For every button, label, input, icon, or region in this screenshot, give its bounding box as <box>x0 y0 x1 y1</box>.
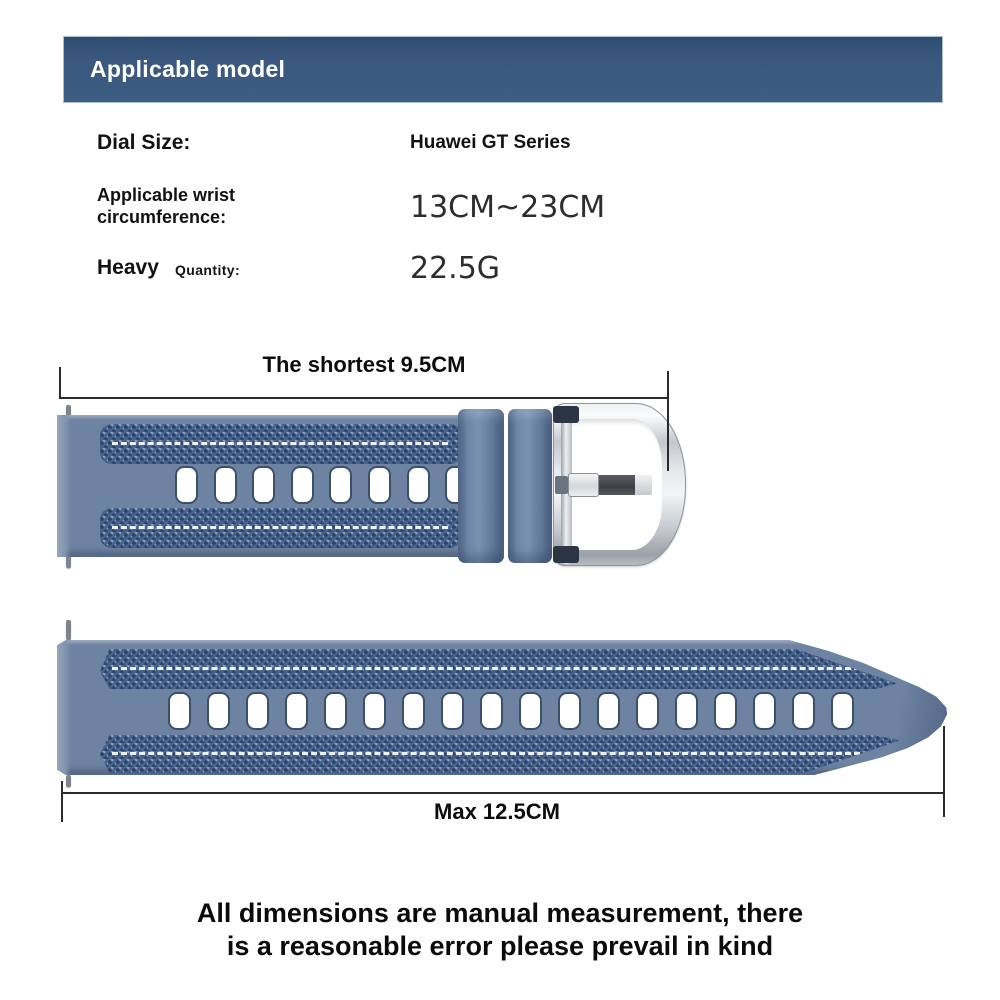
buckle-prong <box>568 473 599 497</box>
strap-hole <box>480 692 503 730</box>
short-dimension-tick-left <box>59 367 61 399</box>
strap-hole <box>214 466 237 504</box>
strap-wrap-end <box>553 546 579 563</box>
short-strap-dimension-label: The shortest 9.5CM <box>262 352 466 377</box>
strap-hole <box>363 692 386 730</box>
disclaimer-line2: is a reasonable error please prevail in kind <box>226 931 774 961</box>
woven-texture-band <box>100 508 462 548</box>
buckle-prong <box>555 476 568 494</box>
keeper-loop <box>458 409 504 563</box>
wrist-label-line1: Applicable wrist <box>97 185 236 205</box>
long-strap-body <box>57 640 948 775</box>
strap-hole <box>792 692 815 730</box>
strap-hole <box>402 692 425 730</box>
strap-hole <box>831 692 854 730</box>
strap-wrap-end <box>553 406 579 423</box>
buckle-prong <box>599 475 635 495</box>
strap-hole <box>714 692 737 730</box>
strap-hole <box>368 466 391 504</box>
woven-texture-band <box>100 424 462 464</box>
section-header <box>63 36 943 103</box>
strap-end-cap <box>57 415 71 557</box>
strap-end-cap <box>57 640 71 775</box>
wrist-label-line2: circumference: <box>97 207 227 227</box>
stitch-line <box>112 752 860 755</box>
strap-hole <box>597 692 620 730</box>
strap-hole <box>252 466 275 504</box>
strap-hole <box>207 692 230 730</box>
short-dimension-line <box>59 397 669 399</box>
long-dimension-tick-left <box>61 781 63 822</box>
strap-hole <box>636 692 659 730</box>
short-strap-image <box>57 403 689 569</box>
strap-hole <box>753 692 776 730</box>
long-strap-dimension-label: Max 12.5CM <box>434 799 560 824</box>
strap-tip-shading <box>873 640 948 775</box>
dial-size-label: Dial Size: <box>97 131 191 154</box>
disclaimer-line1: All dimensions are manual measurement, there <box>196 898 804 928</box>
stitch-line <box>112 667 860 670</box>
weight-label: Heavy <box>97 256 159 279</box>
strap-hole <box>407 466 430 504</box>
section-title: Applicable model <box>90 56 286 82</box>
dial-size-value: Huawei GT Series <box>410 132 571 153</box>
spring-bar-pin <box>66 775 71 787</box>
strap-hole <box>441 692 464 730</box>
stitch-line <box>112 442 448 445</box>
weight-sublabel: Quantity: <box>175 262 241 278</box>
keeper-loop <box>508 409 552 563</box>
disclaimer-text <box>0 897 1000 963</box>
wrist-circumference-value: 13CM~23CM <box>410 190 606 225</box>
wrist-circumference-label <box>97 184 235 228</box>
stitch-line <box>112 526 448 529</box>
short-dimension-tick-right <box>667 371 669 471</box>
strap-hole <box>519 692 542 730</box>
strap-hole <box>246 692 269 730</box>
woven-texture-band <box>100 649 900 689</box>
spring-bar-pin <box>66 620 71 640</box>
strap-hole <box>291 466 314 504</box>
long-strap-image <box>57 618 957 793</box>
strap-hole <box>324 692 347 730</box>
weight-value: 22.5G <box>410 251 501 286</box>
strap-hole <box>285 692 308 730</box>
strap-hole <box>329 466 352 504</box>
strap-hole <box>168 692 191 730</box>
long-dimension-tick-right <box>943 726 945 817</box>
strap-hole <box>175 466 198 504</box>
woven-texture-band <box>100 735 900 773</box>
short-strap-body <box>57 415 472 557</box>
buckle-prong <box>635 475 652 495</box>
strap-hole <box>675 692 698 730</box>
strap-hole <box>558 692 581 730</box>
long-dimension-line <box>61 792 945 794</box>
